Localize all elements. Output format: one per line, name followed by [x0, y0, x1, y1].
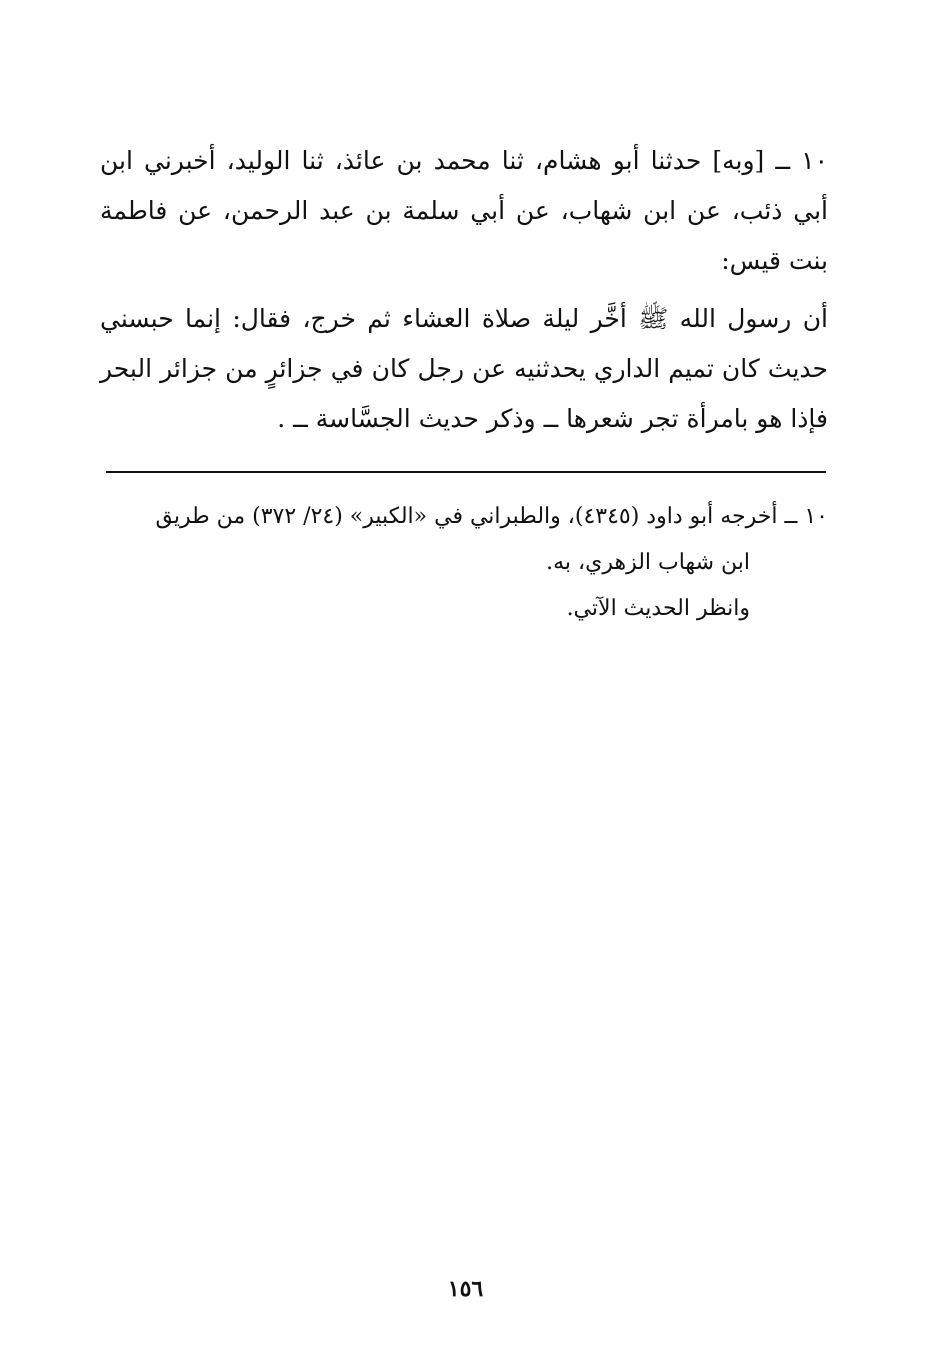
footnotes — [100, 494, 828, 632]
footnote-line: ابن شهاب الزهري، به. — [546, 550, 750, 575]
footnote-divider — [106, 471, 826, 473]
footnote-line: ١٠ ــ أخرجه أبو داود (٤٣٤٥)، والطبراني في «الكبير» (٢٤/ ٣٧٢) من طريق — [155, 504, 828, 529]
hadith-matn-paragraph: أن رسول الله ﷺ أخَّر ليلة صلاة العشاء ثم خرج، فقال: إنما حبسني حديث كان تميم الداري يحدثنيه عن رجل كان في جزائرٍ من جزائر البحر فإذا هو بامرأة تجر شعرها ــ وذكر حديث الجسَّاسة ــ . — [100, 304, 828, 433]
page-number: ١٥٦ — [447, 1276, 484, 1302]
footnote-line: وانظر الحديث الآتي. — [566, 596, 750, 621]
hadith-isnad-paragraph: ١٠ ــ [وبه] حدثنا أبو هشام، ثنا محمد بن عائذ، ثنا الوليد، أخبرني ابن أبي ذئب، عن ابن شهاب، عن أبي سلمة بن عبد الرحمن، عن فاطمة بنت قيس: — [100, 146, 828, 275]
main-text — [100, 136, 828, 444]
